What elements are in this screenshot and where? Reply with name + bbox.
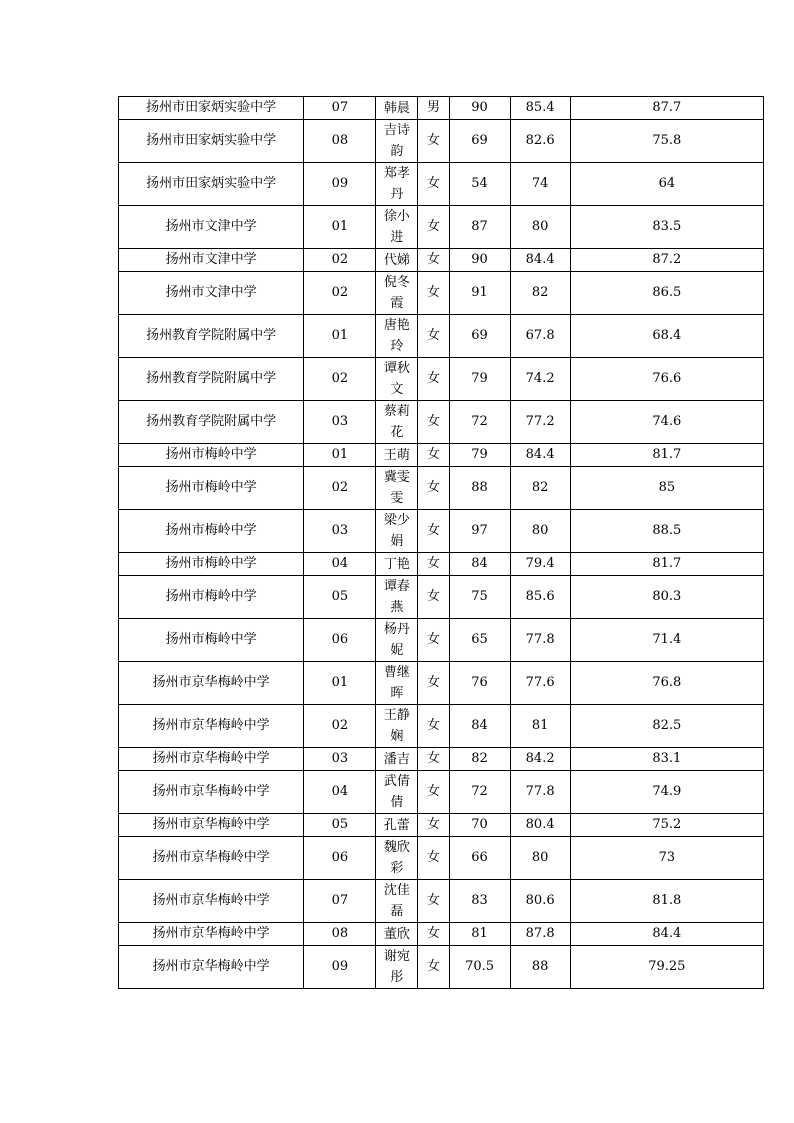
school-cell: 扬州市梅岭中学 [119, 510, 304, 553]
name-text: 冀雯雯 [383, 470, 410, 506]
total-cell: 81.8 [570, 880, 763, 923]
sex-cell: 女 [418, 705, 449, 748]
name-cell [376, 923, 418, 946]
school-cell: 扬州市文津中学 [119, 272, 304, 315]
number-cell: 01 [304, 444, 376, 467]
total-cell: 74.9 [570, 771, 763, 814]
total-cell: 75.8 [570, 120, 763, 163]
name-cell [376, 553, 418, 576]
sex-cell: 女 [418, 444, 449, 467]
name-cell [376, 206, 418, 249]
sex-cell: 女 [418, 249, 449, 272]
school-cell: 扬州市京华梅岭中学 [119, 880, 304, 923]
score2-cell: 88 [510, 946, 570, 989]
score1-cell: 75 [449, 576, 510, 619]
school-cell: 扬州教育学院附属中学 [119, 358, 304, 401]
name-cell [376, 120, 418, 163]
name-cell [376, 748, 418, 771]
school-cell: 扬州市京华梅岭中学 [119, 837, 304, 880]
score1-cell: 83 [449, 880, 510, 923]
sex-cell: 女 [418, 510, 449, 553]
score1-cell: 82 [449, 748, 510, 771]
school-cell: 扬州市田家炳实验中学 [119, 97, 304, 120]
total-cell: 68.4 [570, 315, 763, 358]
name-text: 王静娴 [383, 708, 410, 744]
number-cell: 07 [304, 97, 376, 120]
number-cell: 02 [304, 272, 376, 315]
score2-cell: 80 [510, 837, 570, 880]
name-text: 谭秋文 [383, 361, 410, 397]
total-cell: 71.4 [570, 619, 763, 662]
number-cell: 04 [304, 771, 376, 814]
total-cell: 73 [570, 837, 763, 880]
score1-cell: 81 [449, 923, 510, 946]
number-cell: 08 [304, 120, 376, 163]
table-row [119, 619, 764, 662]
score2-cell: 77.2 [510, 401, 570, 444]
number-cell: 03 [304, 510, 376, 553]
total-cell: 75.2 [570, 814, 763, 837]
sex-cell: 女 [418, 163, 449, 206]
number-cell: 05 [304, 576, 376, 619]
name-cell [376, 576, 418, 619]
score2-cell: 87.8 [510, 923, 570, 946]
table-row [119, 662, 764, 705]
school-cell: 扬州市梅岭中学 [119, 553, 304, 576]
name-cell [376, 814, 418, 837]
name-cell [376, 880, 418, 923]
table-row [119, 249, 764, 272]
name-cell [376, 662, 418, 705]
sex-cell: 女 [418, 748, 449, 771]
total-cell: 88.5 [570, 510, 763, 553]
name-text: 王萌 [383, 447, 410, 463]
score1-cell: 54 [449, 163, 510, 206]
table-row [119, 510, 764, 553]
number-cell: 06 [304, 837, 376, 880]
number-cell: 04 [304, 553, 376, 576]
table-row [119, 771, 764, 814]
name-text: 沈佳磊 [383, 883, 410, 919]
score2-cell: 77.6 [510, 662, 570, 705]
table-row [119, 97, 764, 120]
name-text: 徐小进 [383, 209, 410, 245]
score1-cell: 90 [449, 249, 510, 272]
score1-cell: 72 [449, 771, 510, 814]
score1-cell: 79 [449, 444, 510, 467]
score1-cell: 70 [449, 814, 510, 837]
name-text: 郑孝丹 [383, 166, 410, 202]
sex-cell: 女 [418, 880, 449, 923]
score2-cell: 84.4 [510, 249, 570, 272]
school-cell: 扬州市京华梅岭中学 [119, 662, 304, 705]
number-cell: 02 [304, 467, 376, 510]
table-row [119, 814, 764, 837]
total-cell: 76.6 [570, 358, 763, 401]
number-cell: 01 [304, 315, 376, 358]
table-row [119, 923, 764, 946]
sex-cell: 女 [418, 946, 449, 989]
table-row [119, 553, 764, 576]
score1-cell: 69 [449, 315, 510, 358]
score2-cell: 84.2 [510, 748, 570, 771]
table-row [119, 315, 764, 358]
name-text: 谭春燕 [383, 579, 410, 615]
name-text: 蔡莉花 [383, 404, 410, 440]
sex-cell: 女 [418, 771, 449, 814]
name-cell [376, 946, 418, 989]
score2-cell: 80 [510, 206, 570, 249]
school-cell: 扬州市京华梅岭中学 [119, 814, 304, 837]
sex-cell: 女 [418, 814, 449, 837]
school-cell: 扬州市京华梅岭中学 [119, 771, 304, 814]
sex-cell: 女 [418, 467, 449, 510]
total-cell: 85 [570, 467, 763, 510]
table-row [119, 705, 764, 748]
number-cell: 01 [304, 206, 376, 249]
name-text: 孔蕾 [383, 817, 410, 833]
number-cell: 05 [304, 814, 376, 837]
name-cell [376, 315, 418, 358]
table-row [119, 946, 764, 989]
name-cell [376, 358, 418, 401]
name-text: 曹继晖 [383, 665, 410, 701]
score2-cell: 74 [510, 163, 570, 206]
total-cell: 79.25 [570, 946, 763, 989]
name-text: 谢宛彤 [383, 949, 410, 985]
total-cell: 64 [570, 163, 763, 206]
score1-cell: 65 [449, 619, 510, 662]
name-text: 潘吉 [383, 751, 410, 767]
score2-cell: 79.4 [510, 553, 570, 576]
sex-cell: 男 [418, 97, 449, 120]
name-text: 倪冬霞 [383, 275, 410, 311]
number-cell: 09 [304, 946, 376, 989]
score2-cell: 82 [510, 467, 570, 510]
total-cell: 87.7 [570, 97, 763, 120]
school-cell: 扬州市梅岭中学 [119, 619, 304, 662]
table-row [119, 837, 764, 880]
sex-cell: 女 [418, 272, 449, 315]
school-cell: 扬州市梅岭中学 [119, 444, 304, 467]
sex-cell: 女 [418, 358, 449, 401]
score1-cell: 84 [449, 705, 510, 748]
score1-cell: 66 [449, 837, 510, 880]
total-cell: 81.7 [570, 553, 763, 576]
school-cell: 扬州市文津中学 [119, 206, 304, 249]
score2-cell: 82 [510, 272, 570, 315]
school-cell: 扬州市京华梅岭中学 [119, 923, 304, 946]
name-cell [376, 163, 418, 206]
name-cell [376, 249, 418, 272]
total-cell: 74.6 [570, 401, 763, 444]
name-text: 武倩倩 [383, 774, 410, 810]
name-cell [376, 619, 418, 662]
score2-cell: 67.8 [510, 315, 570, 358]
total-cell: 81.7 [570, 444, 763, 467]
total-cell: 76.8 [570, 662, 763, 705]
name-text: 韩晨 [383, 100, 410, 116]
number-cell: 02 [304, 358, 376, 401]
school-cell: 扬州市田家炳实验中学 [119, 120, 304, 163]
total-cell: 82.5 [570, 705, 763, 748]
table-row [119, 358, 764, 401]
number-cell: 02 [304, 705, 376, 748]
name-text: 魏欣彩 [383, 840, 410, 876]
number-cell: 06 [304, 619, 376, 662]
table-row [119, 748, 764, 771]
score1-cell: 69 [449, 120, 510, 163]
score2-cell: 85.6 [510, 576, 570, 619]
name-text: 丁艳 [383, 556, 410, 572]
score1-cell: 70.5 [449, 946, 510, 989]
number-cell: 03 [304, 748, 376, 771]
score-table [118, 96, 764, 989]
total-cell: 86.5 [570, 272, 763, 315]
score-table-body [119, 97, 764, 989]
sex-cell: 女 [418, 837, 449, 880]
sex-cell: 女 [418, 401, 449, 444]
school-cell: 扬州教育学院附属中学 [119, 315, 304, 358]
sex-cell: 女 [418, 619, 449, 662]
score2-cell: 81 [510, 705, 570, 748]
score2-cell: 80 [510, 510, 570, 553]
score1-cell: 76 [449, 662, 510, 705]
school-cell: 扬州市京华梅岭中学 [119, 946, 304, 989]
name-text: 董欣 [383, 926, 410, 942]
school-cell: 扬州市梅岭中学 [119, 576, 304, 619]
name-cell [376, 444, 418, 467]
score2-cell: 74.2 [510, 358, 570, 401]
name-text: 吉诗韵 [383, 123, 410, 159]
table-row [119, 467, 764, 510]
school-cell: 扬州市京华梅岭中学 [119, 705, 304, 748]
score2-cell: 77.8 [510, 619, 570, 662]
score1-cell: 88 [449, 467, 510, 510]
number-cell: 02 [304, 249, 376, 272]
score1-cell: 90 [449, 97, 510, 120]
number-cell: 01 [304, 662, 376, 705]
school-cell: 扬州教育学院附属中学 [119, 401, 304, 444]
sex-cell: 女 [418, 576, 449, 619]
name-cell [376, 705, 418, 748]
name-cell [376, 510, 418, 553]
name-cell [376, 837, 418, 880]
score1-cell: 91 [449, 272, 510, 315]
table-row [119, 120, 764, 163]
number-cell: 07 [304, 880, 376, 923]
table-row [119, 163, 764, 206]
school-cell: 扬州市文津中学 [119, 249, 304, 272]
total-cell: 87.2 [570, 249, 763, 272]
score1-cell: 97 [449, 510, 510, 553]
table-row [119, 444, 764, 467]
score2-cell: 84.4 [510, 444, 570, 467]
total-cell: 83.5 [570, 206, 763, 249]
number-cell: 03 [304, 401, 376, 444]
score1-cell: 84 [449, 553, 510, 576]
score2-cell: 80.4 [510, 814, 570, 837]
sex-cell: 女 [418, 206, 449, 249]
name-cell [376, 272, 418, 315]
sex-cell: 女 [418, 662, 449, 705]
sex-cell: 女 [418, 315, 449, 358]
number-cell: 09 [304, 163, 376, 206]
score1-cell: 87 [449, 206, 510, 249]
table-row [119, 401, 764, 444]
score2-cell: 80.6 [510, 880, 570, 923]
table-row [119, 272, 764, 315]
total-cell: 80.3 [570, 576, 763, 619]
total-cell: 83.1 [570, 748, 763, 771]
school-cell: 扬州市京华梅岭中学 [119, 748, 304, 771]
score1-cell: 79 [449, 358, 510, 401]
score1-cell: 72 [449, 401, 510, 444]
name-cell [376, 401, 418, 444]
school-cell: 扬州市梅岭中学 [119, 467, 304, 510]
score2-cell: 85.4 [510, 97, 570, 120]
score2-cell: 77.8 [510, 771, 570, 814]
name-text: 代娣 [383, 252, 410, 268]
total-cell: 84.4 [570, 923, 763, 946]
name-text: 唐艳玲 [383, 318, 410, 354]
name-text: 梁少娟 [383, 513, 410, 549]
sex-cell: 女 [418, 923, 449, 946]
sex-cell: 女 [418, 553, 449, 576]
name-cell [376, 97, 418, 120]
sex-cell: 女 [418, 120, 449, 163]
number-cell: 08 [304, 923, 376, 946]
table-row [119, 576, 764, 619]
name-text: 杨丹妮 [383, 622, 410, 658]
school-cell: 扬州市田家炳实验中学 [119, 163, 304, 206]
table-row [119, 206, 764, 249]
table-row [119, 880, 764, 923]
name-cell [376, 771, 418, 814]
name-cell [376, 467, 418, 510]
score2-cell: 82.6 [510, 120, 570, 163]
